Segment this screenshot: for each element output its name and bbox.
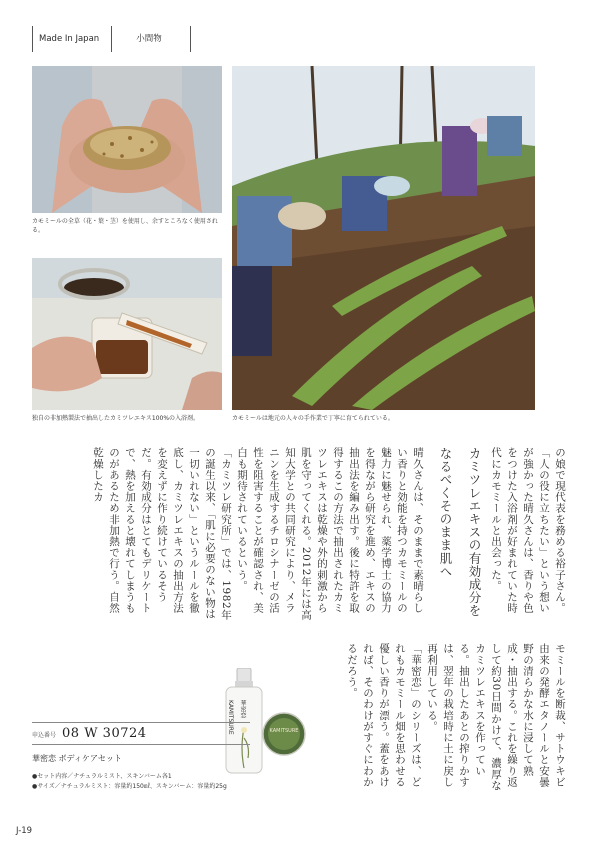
- field-planting-caption: カモミールは地元の人々の手作業で丁寧に育てられている。: [232, 415, 394, 422]
- article-paragraph: 「カミツレ研究所」では、1982年の誕生以来、「肌に必要のない物は一切いれない」というルールを徹底し、カミツレエキスの抽出方法を変えずに作り続けているそうだ。有効成分はとてもデリケートで、熱を加えると壊れてしまうものがあるため非加熱で行う。自然乾燥したカ: [92, 447, 232, 621]
- page-number: J-19: [16, 826, 33, 836]
- article-body-upper: [63, 447, 568, 622]
- extract-beaker-caption: 独自の非加熱製法で抽出したカミツレエキス100%の入浴剤。: [32, 415, 200, 422]
- article-body-lower: [346, 643, 568, 795]
- order-number: 08 W 30724: [62, 726, 147, 741]
- skin-balm-tin: [262, 712, 306, 760]
- article-paragraph: の娘で現代表を務める裕子さん。「人の役に立ちたい」という想いが強かった晴久さんは、香りや色をつけた入浴剤が好まれていた時代にカモミールと出会った。: [490, 447, 566, 614]
- article-paragraph: モミールを断裁、サトウキビ由来の発酵エタノールと安曇野の清らかな水に浸して熟成・抽出する。これを繰り返して約30日間かけて、濃厚なカミツレエキスを作っている。抽出したあとの搾りかすは、翌年の栽培時に土に戻し再利用している。: [426, 643, 566, 791]
- product-name: 華密恋 ボディケアセット: [32, 754, 122, 763]
- order-number-label: 申込番号: [32, 732, 57, 739]
- section-header: [32, 26, 191, 52]
- section-label: Made In Japan: [32, 26, 111, 52]
- bottle-label-jp: 華密恋: [239, 700, 246, 718]
- product-info: [32, 722, 250, 792]
- tin-label: KAMITSURE: [269, 728, 299, 734]
- bottle-label-en: KAMITSURE: [227, 700, 234, 735]
- product-spec-size: ●サイズ／ナチュラルミスト：容量約150㎖、スキンバーム：容量約25g: [32, 783, 227, 790]
- field-planting-photo: [232, 66, 535, 410]
- extract-beaker-photo: [32, 258, 222, 410]
- product-divider: [32, 744, 250, 745]
- article-paragraph: 晴久さんは、そのままで素晴らしい香りと効能を持つカモミールの魅力に魅せられ、薬学博士の協力を得ながら研究を進め、エキスの抽出法を編み出す。後に特許を取得するこの方法で抽出されたカミツレエキスは乾燥や外的刺激から肌を守ってくれる。2012年には高知大学との共同研究により、メラニンを生成するチロシナーゼの活性を阻害することが確認され、美白も期待されているという。: [236, 447, 424, 621]
- article-paragraph: 「華密恋」のシリーズは、どれもカモミール畑を思わせる優しい香りが漂う。蓋をあければ、そのわけがすぐにわかるだろう。: [346, 643, 422, 788]
- article-heading-line1: カミツレエキスの有効成分を: [467, 447, 482, 618]
- chamomile-hands-photo: [32, 66, 222, 213]
- chamomile-hands-caption: カモミールの全草（花・葉・茎）を使用し、余すところなく使用される。: [32, 218, 218, 234]
- product-spec-contents: ●セット内容／ナチュラルミスト、スキンバーム各1: [32, 773, 172, 780]
- order-number-row: [32, 723, 250, 744]
- article-heading-line2: なるべくそのまま肌へ: [438, 447, 453, 578]
- category-label: 小間物: [111, 26, 191, 52]
